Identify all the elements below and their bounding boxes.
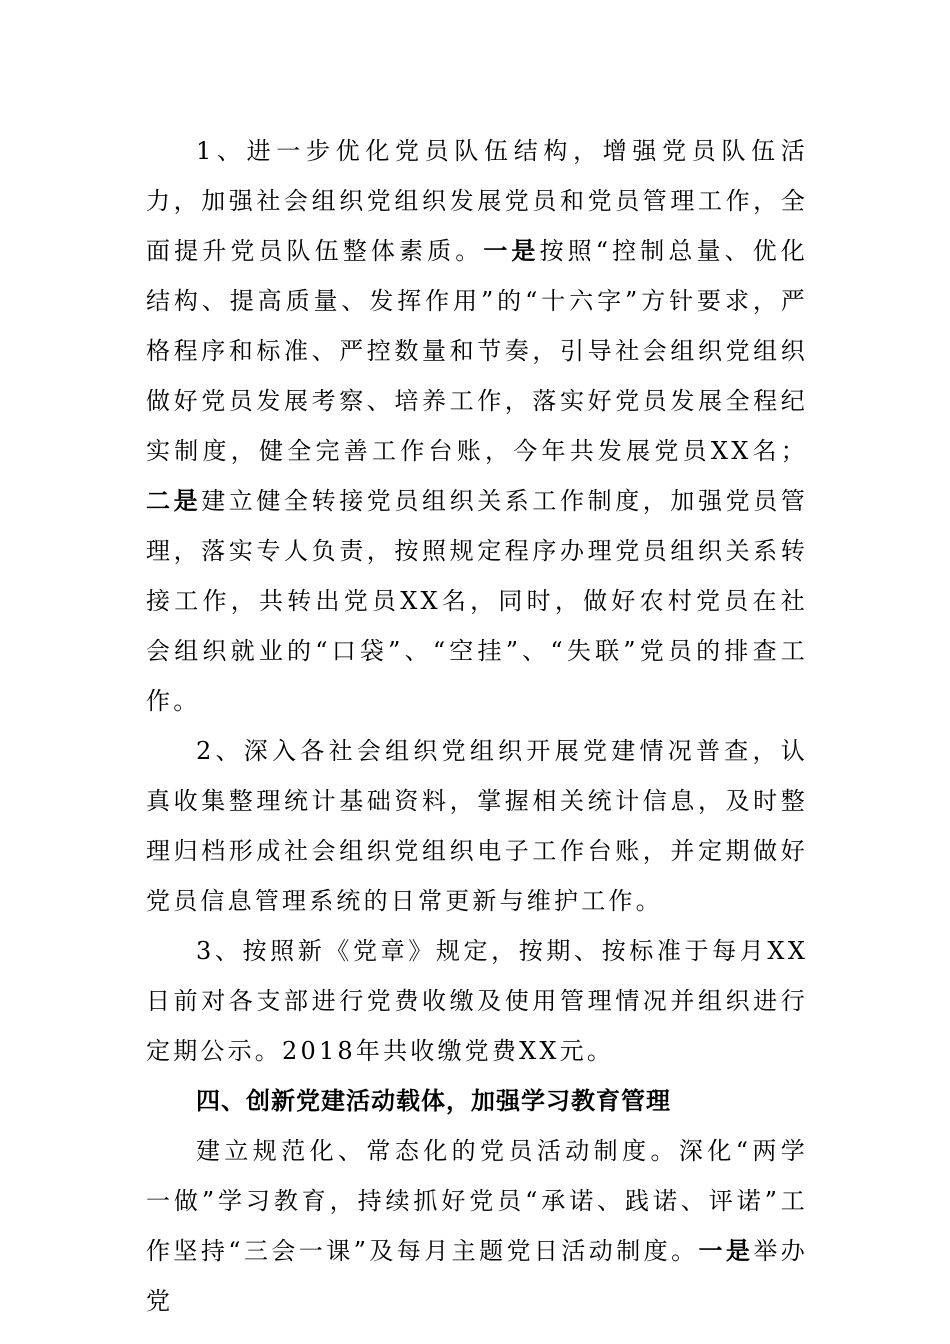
- document-page: [146, 126, 808, 1326]
- paragraph-1-text-c: 建立健全转接党员组织关系工作制度，加强党员管理，落实专人负责，按照规定程序办理党员组织关系转接工作，共转出党员XX名，同时，做好农村党员在社会组织就业的“口袋”、“空挂”、“失联”党员的排查工作。: [146, 487, 808, 715]
- paragraph-1-text-a: 1、进一步优化党员队伍结构，增强党员队伍活力，加强社会组织党组织发展党员和党员管理工作，全面提升党员队伍整体素质。: [146, 137, 808, 265]
- paragraph-3: 3、按照新《党章》规定，按期、按标准于每月XX日前对各支部进行党费收缴及使用管理情况并组织进行定期公示。2018年共收缴党费XX元。: [146, 937, 808, 1065]
- paragraph-4-text-b: 举办党: [146, 1237, 808, 1315]
- paragraph-4-bold-first: 一是: [698, 1237, 754, 1265]
- paragraph-1-bold-first: 一是: [483, 237, 540, 265]
- paragraph-4-text-a: 建立规范化、常态化的党员活动制度。深化“两学一做”学习教育，持续抓好党员“承诺、践诺、评诺”工作坚持“三会一课”及每月主题党日活动制度。: [146, 1137, 808, 1265]
- paragraph-1: [146, 126, 808, 726]
- section-heading-4: 四、创新党建活动载体，加强学习教育管理: [196, 1087, 671, 1115]
- paragraph-1-bold-second: 二是: [146, 487, 202, 515]
- paragraph-2: 2、深入各社会组织党组织开展党建情况普查，认真收集整理统计基础资料，掌握相关统计信息，及时整理归档形成社会组织党组织电子工作台账，并定期做好党员信息管理系统的日常更新与维护工作。: [146, 737, 808, 915]
- paragraph-1-text-b: 按照“控制总量、优化结构、提高质量、发挥作用”的“十六字”方针要求，严格程序和标准、严控数量和节奏，引导社会组织党组织做好党员发展考察、培养工作，落实好党员发展全程纪实制度，健全完善工作台账，今年共发展党员XX名；: [146, 237, 808, 465]
- paragraph-4: [146, 1126, 808, 1326]
